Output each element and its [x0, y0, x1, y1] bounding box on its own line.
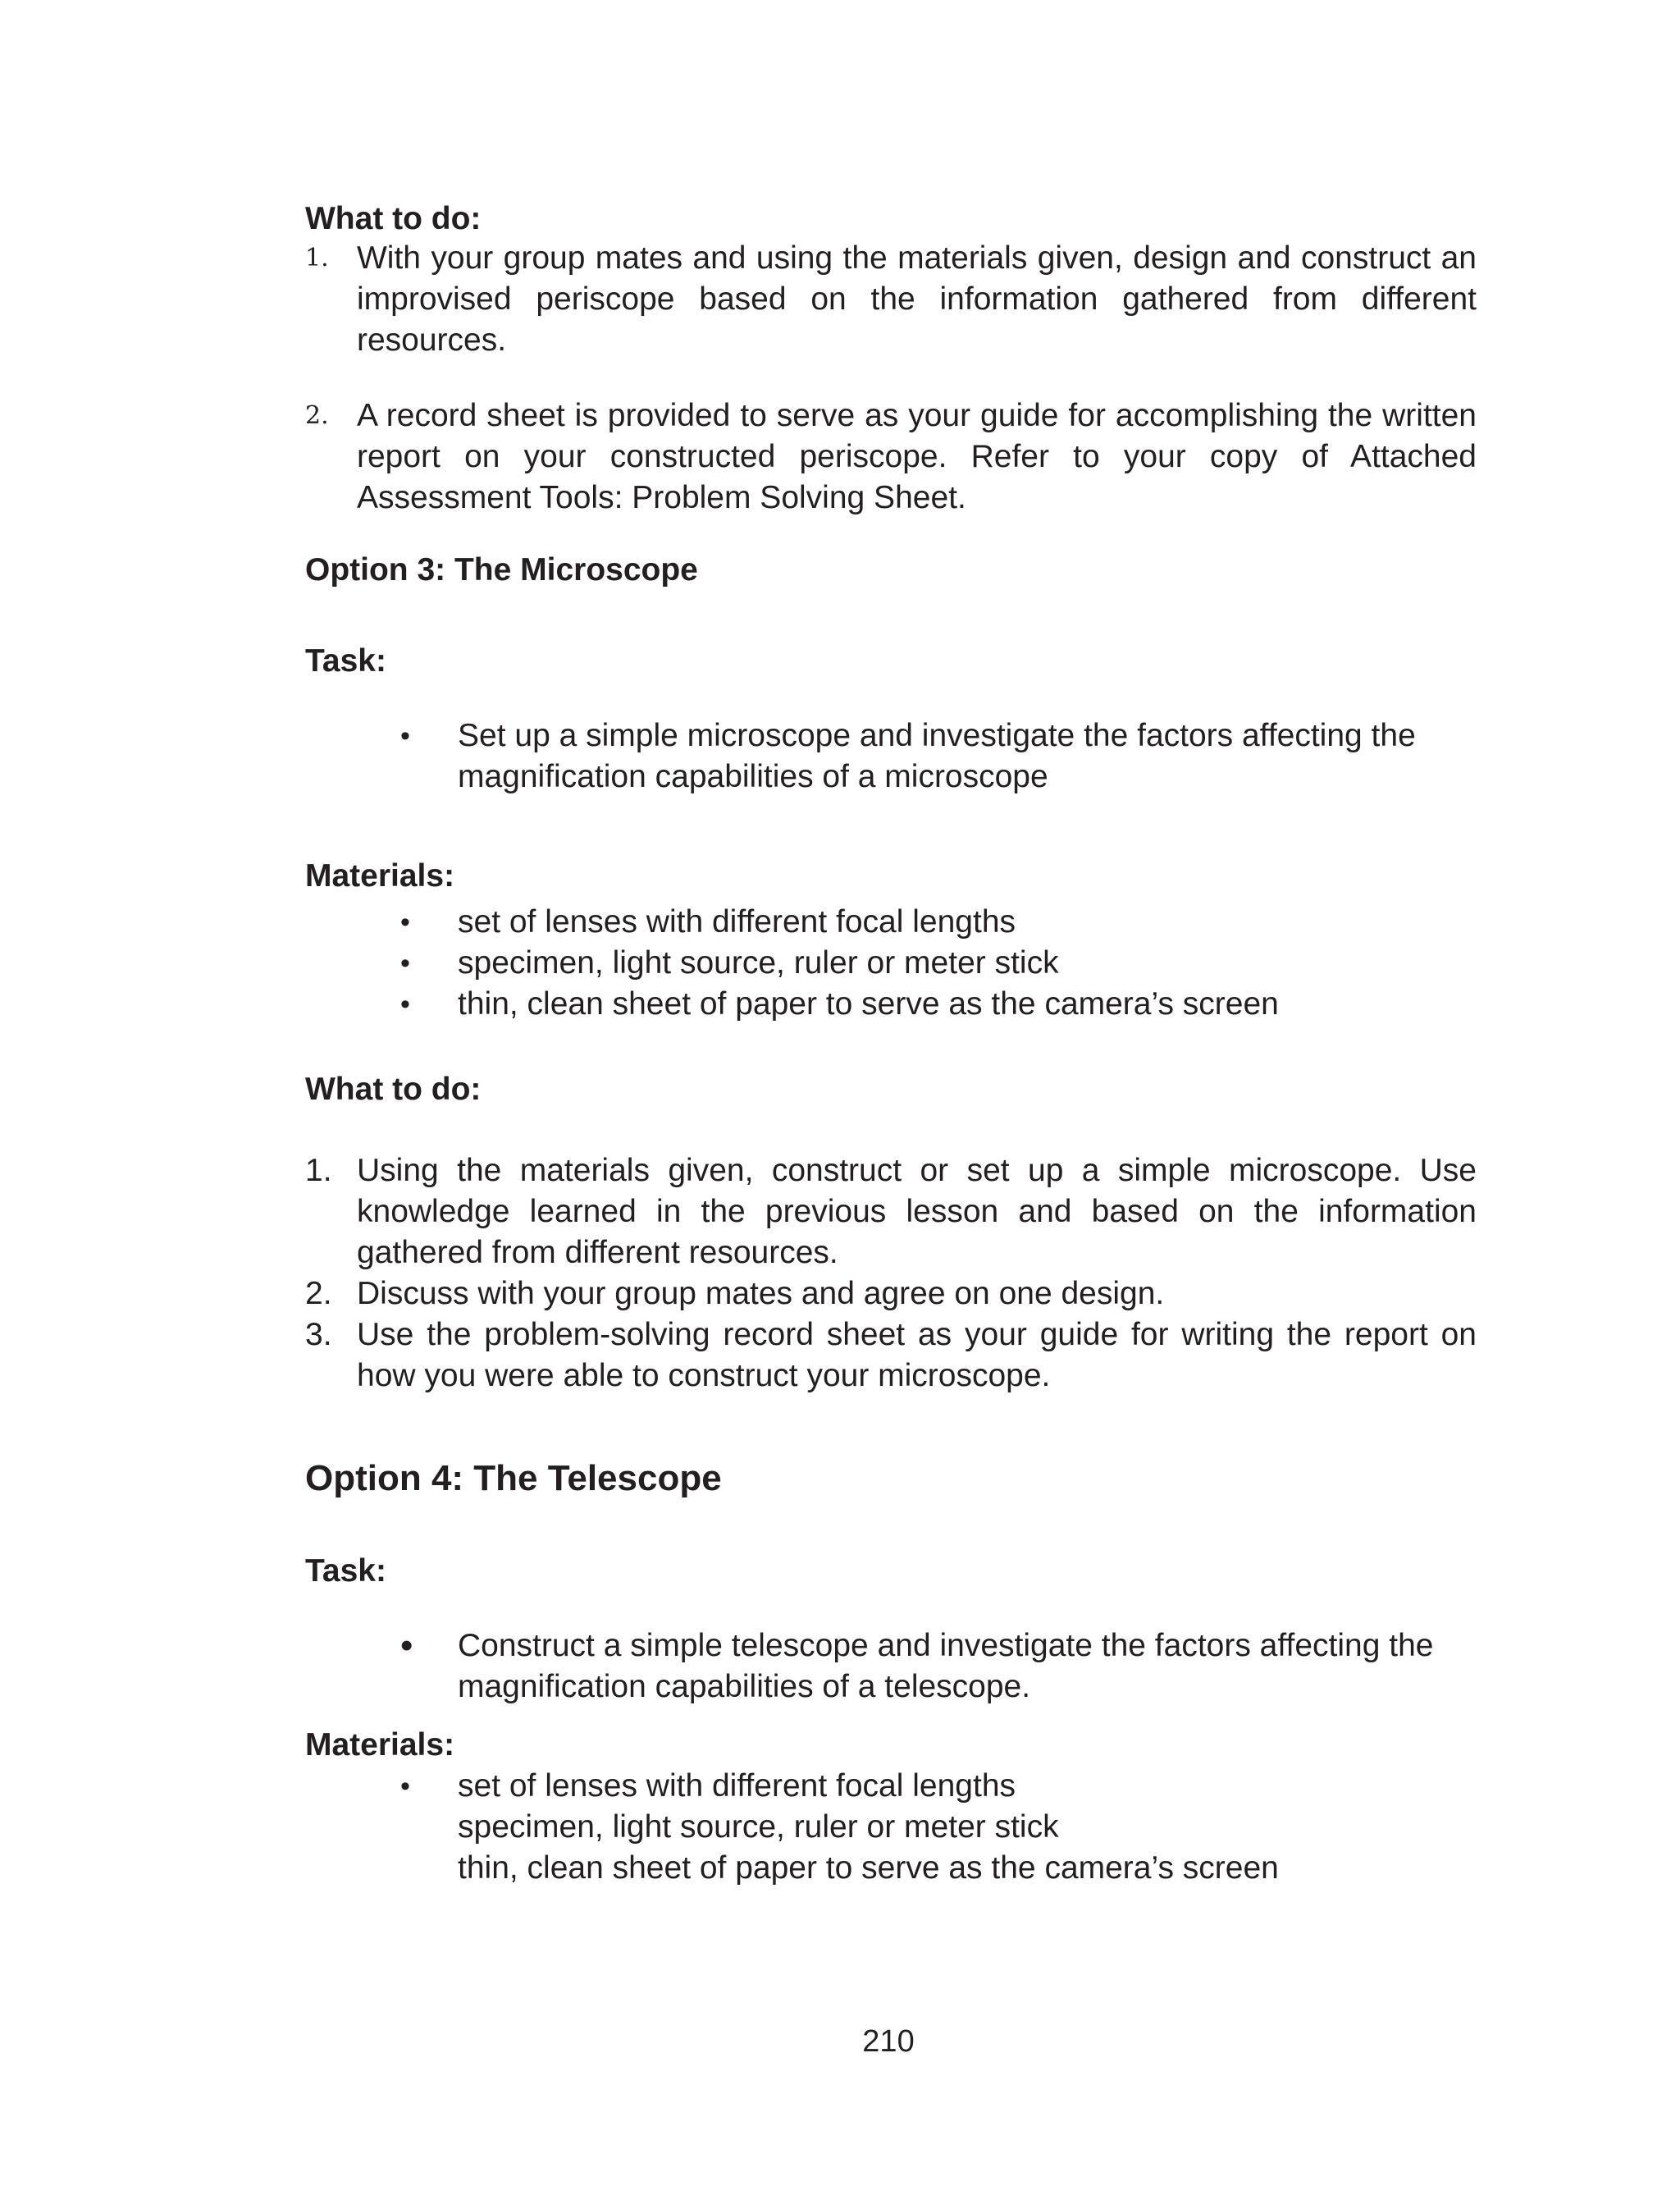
step-number: 1.	[305, 1153, 332, 1188]
material-text: thin, clean sheet of paper to serve as the camera’s screen	[458, 986, 1279, 1022]
option3-heading: Option 3: The Microscope	[305, 552, 698, 588]
option4-materials-list	[400, 1766, 1477, 1889]
material-text: thin, clean sheet of paper to serve as the camera’s screen	[458, 1850, 1279, 1886]
step-number: 3.	[305, 1317, 332, 1352]
list-item	[305, 1273, 1477, 1314]
step-number: 2.	[305, 401, 329, 430]
list-item	[305, 1314, 1477, 1397]
step-number: 1.	[305, 244, 329, 272]
task-text: Set up a simple microscope and investigate the factors affecting the magnification capabilities of a microscope	[458, 718, 1416, 794]
option3-materials-heading: Materials:	[305, 858, 455, 894]
option4-task-list	[400, 1625, 1477, 1708]
option3-steps-list	[305, 1150, 1477, 1397]
bullet-icon: •	[400, 1625, 413, 1666]
list-item	[400, 1766, 1477, 1807]
list-item	[400, 984, 1477, 1025]
option3-task-heading: Task:	[305, 643, 386, 679]
page-number: 210	[862, 2024, 915, 2059]
list-item	[305, 1150, 1477, 1273]
material-text: set of lenses with different focal lengths	[458, 1768, 1016, 1804]
step-text: Using the materials given, construct or set up a simple microscope. Use knowledge learned in the previous lesson and based on the information gathered from different resources.	[357, 1153, 1477, 1270]
bullet-icon: •	[400, 1771, 410, 1802]
list-item	[400, 902, 1477, 943]
step-text: A record sheet is provided to serve as your guide for accomplishing the written report on your constructed periscope. Refer to your copy of Attached Assessment Tools: Problem Solving Sheet.	[357, 398, 1477, 515]
list-item	[305, 395, 1477, 519]
step-text: Use the problem-solving record sheet as your guide for writing the report on how you were able to construct your microscope.	[357, 1317, 1477, 1393]
list-item	[305, 238, 1477, 361]
material-text: specimen, light source, ruler or meter stick	[458, 1809, 1059, 1845]
list-item	[400, 716, 1477, 798]
option4-task-heading: Task:	[305, 1553, 386, 1589]
task-text: Construct a simple telescope and investigate the factors affecting the magnification capabilities of a telescope.	[458, 1628, 1434, 1704]
material-text: specimen, light source, ruler or meter stick	[458, 945, 1059, 981]
material-text: set of lenses with different focal lengths	[458, 904, 1016, 940]
option4-materials-heading: Materials:	[305, 1727, 455, 1763]
bullet-icon: •	[400, 907, 410, 938]
step-number: 2.	[305, 1276, 332, 1311]
step-text: With your group mates and using the materials given, design and construct an improvised periscope based on the information gathered from different resources.	[357, 240, 1477, 358]
bullet-icon: •	[400, 989, 410, 1020]
step-text: Discuss with your group mates and agree on one design.	[357, 1276, 1165, 1311]
periscope-steps-list	[305, 238, 1477, 519]
bullet-icon: •	[400, 948, 410, 979]
option3-task-list	[400, 716, 1477, 798]
option3-what-to-do-heading: What to do:	[305, 1072, 482, 1107]
bullet-icon: •	[400, 720, 410, 752]
periscope-what-to-do-heading: What to do:	[305, 201, 482, 236]
option4-heading: Option 4: The Telescope	[305, 1458, 722, 1498]
option3-materials-list	[400, 902, 1477, 1025]
list-item	[400, 1625, 1477, 1708]
list-item	[400, 943, 1477, 984]
